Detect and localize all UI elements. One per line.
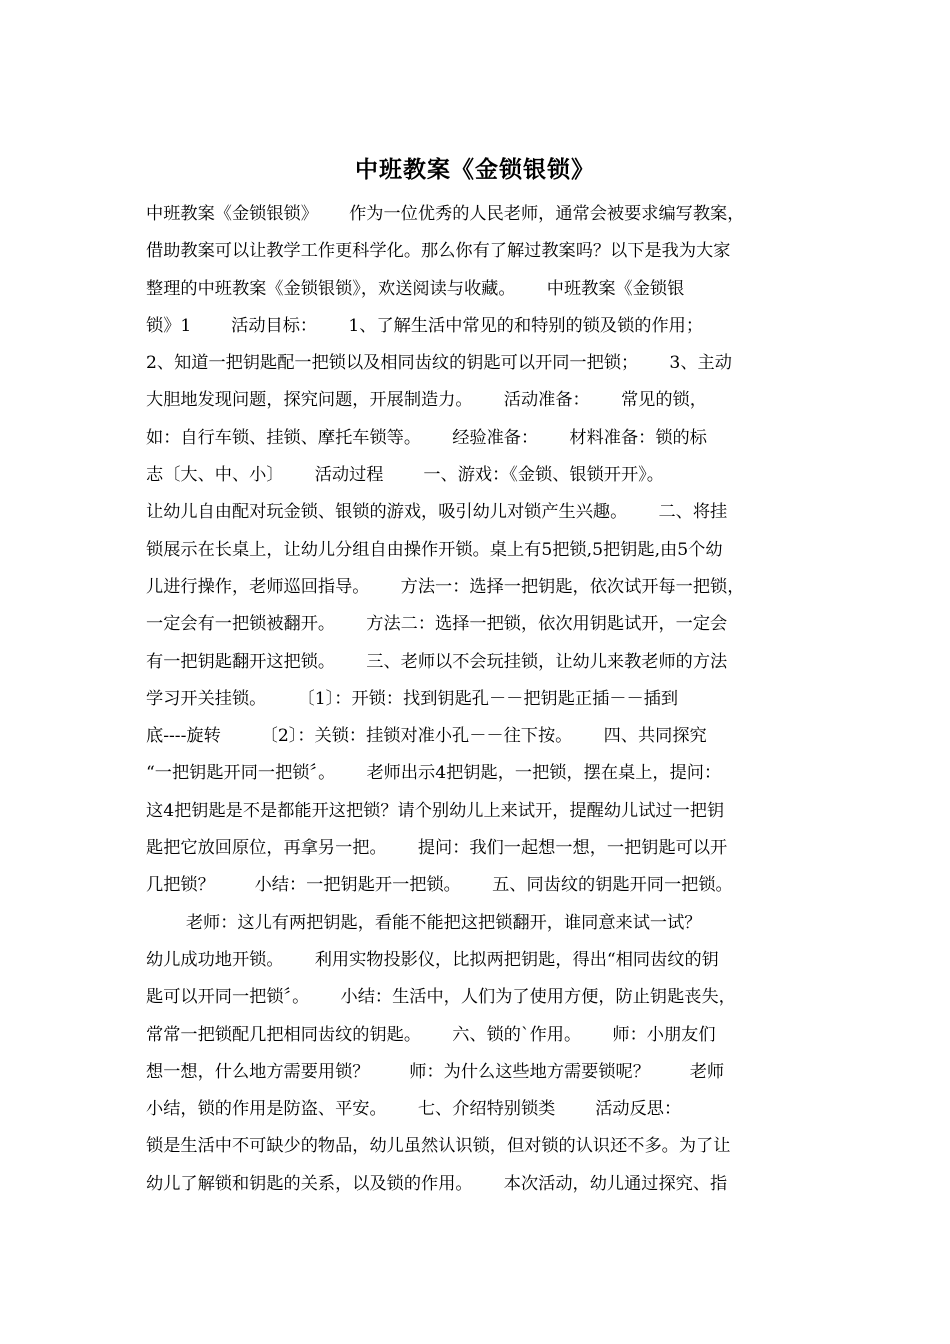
body-line: 几把锁？ 小结：一把钥匙开一把锁。 五、同齿纹的钥匙开同一把锁。 (146, 875, 733, 896)
body-line: 幼儿成功地开锁。 利用实物投影仪，比拟两把钥匙，得出“相同齿纹的钥 (146, 949, 719, 970)
body-line: 老师：这儿有两把钥匙，看能不能把这把锁翻开，谁同意来试一试？ (146, 912, 702, 933)
body-line: 锁》1 活动目标： 1、了解生活中常见的和特别的锁及锁的作用； (146, 315, 704, 336)
body-line: 锁是生活中不可缺少的物品，幼儿虽然认识锁，但对锁的认识还不多。为了让 (146, 1136, 731, 1157)
document-title: 中班教案《金锁银锁》 (355, 157, 595, 183)
body-line: “一把钥匙开同一把锁〞。 老师出示4把钥匙，一把锁，摆在桌上，提问： (146, 763, 722, 784)
body-line: 2、知道一把钥匙配一把锁以及相同齿纹的钥匙可以开同一把锁； 3、主动 (146, 353, 732, 374)
body-line: 让幼儿自由配对玩金锁、银锁的游戏，吸引幼儿对锁产生兴趣。 二、将挂 (146, 502, 728, 523)
body-line: 匙把它放回原位，再拿另一把。 提问：我们一起想一想，一把钥匙可以开 (146, 838, 728, 859)
body-line: 儿进行操作，老师巡回指导。 方法一：选择一把钥匙，依次试开每一把锁， (146, 576, 745, 597)
body-line: 整理的中班教案《金锁银锁》，欢送阅读与收藏。 中班教案《金锁银 (146, 278, 685, 299)
body-line: 这4把钥匙是不是都能开这把锁？请个别幼儿上来试开，提醒幼儿试过一把钥 (146, 800, 725, 821)
body-line: 锁展示在长桌上，让幼儿分组自由操作开锁。桌上有5把锁,5把钥匙,由5个幼 (146, 539, 723, 560)
body-line: 一定会有一把锁被翻开。 方法二：选择一把锁，依次用钥匙试开，一定会 (146, 614, 728, 635)
body-line: 学习开关挂锁。 〔1〕：开锁：找到钥匙孔－－把钥匙正插－－插到 (146, 688, 679, 709)
body-line: 常常一把锁配几把相同齿纹的钥匙。 六、锁的`作用。 师：小朋友们 (146, 1024, 716, 1045)
body-line: 有一把钥匙翻开这把锁。 三、老师以不会玩挂锁，让幼儿来教老师的方法 (146, 651, 728, 672)
body-line: 底----旋转 〔2〕：关锁：挂锁对准小孔－－往下按。 四、共同探究 (146, 726, 707, 747)
body-line: 中班教案《金锁银锁》 作为一位优秀的人民老师，通常会被要求编写教案， (146, 204, 745, 224)
body-line: 大胆地发现问题，探究问题，开展制造力。 活动准备： 常见的锁， (146, 390, 707, 411)
document-body (146, 196, 836, 1203)
body-line: 如：自行车锁、挂锁、摩托车锁等。 经验准备： 材料准备：锁的标 (146, 427, 707, 448)
body-line: 匙可以开同一把锁〞。 小结：生活中，人们为了使用方便，防止钥匙丧失， (146, 987, 736, 1008)
body-line: 小结，锁的作用是防盗、平安。 七、介绍特别锁类 活动反思： (146, 1099, 682, 1120)
body-line: 想一想，什么地方需要用锁？ 师：为什么这些地方需要锁呢？ 老师 (146, 1061, 725, 1082)
body-line: 志〔大、中、小〕 活动过程 一、游戏：《金锁、银锁开开》。 (146, 465, 664, 486)
body-line: 幼儿了解锁和钥匙的关系，以及锁的作用。 本次活动，幼儿通过探究、指 (146, 1173, 728, 1194)
body-line: 借助教案可以让教学工作更科学化。那么你有了解过教案吗？以下是我为大家 (146, 241, 731, 262)
